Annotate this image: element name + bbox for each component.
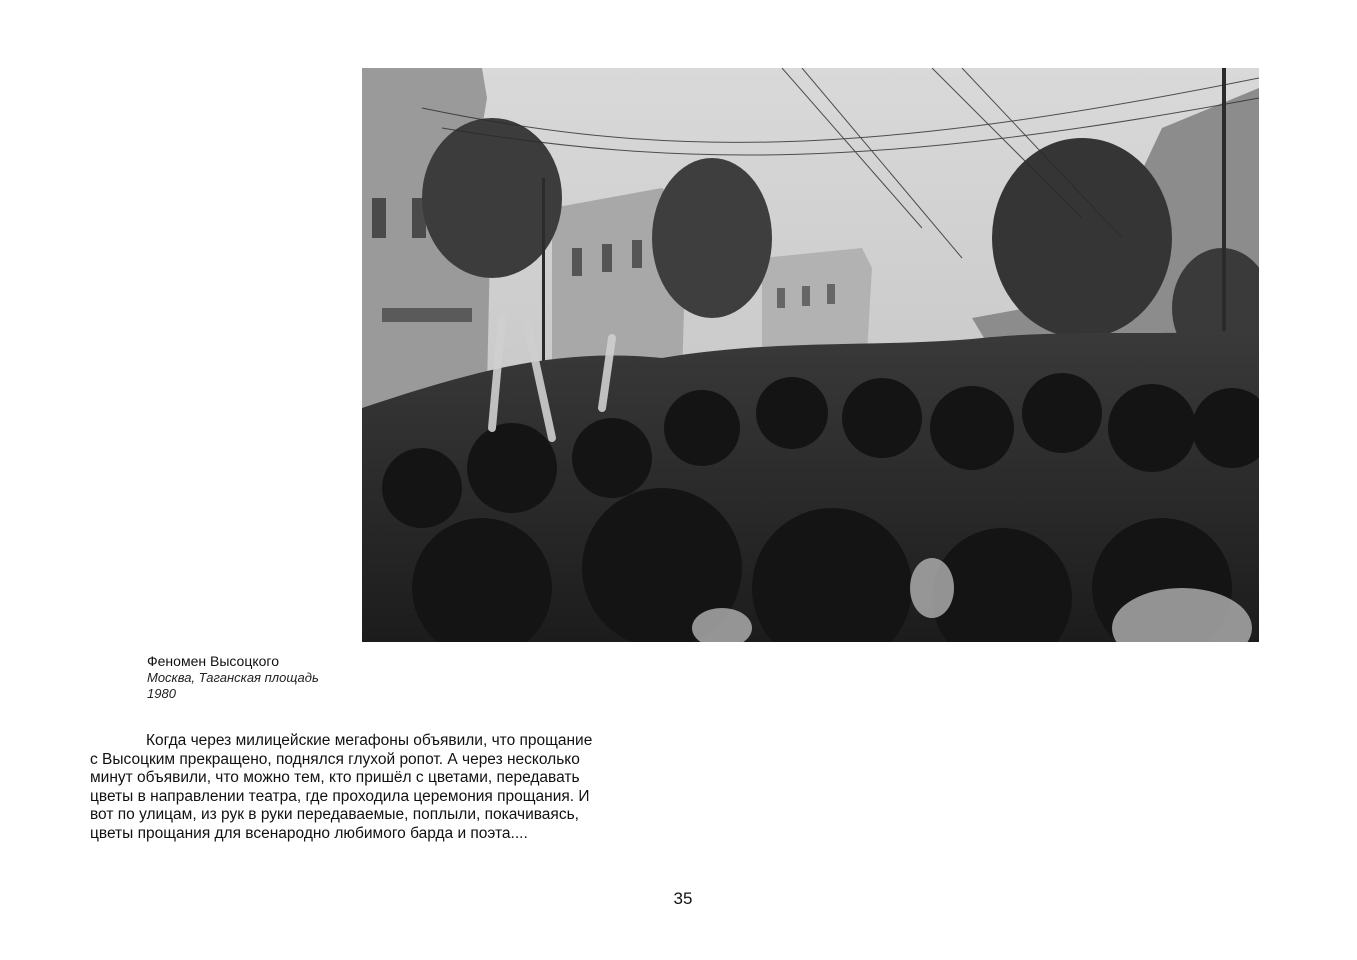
paragraph-line: минут объявили, что можно тем, кто пришёл с цветами, передавать <box>90 769 580 786</box>
crowd-photo-illustration <box>362 68 1259 642</box>
photo-caption <box>147 653 407 702</box>
caption-place: Москва, Таганская площадь <box>147 670 319 685</box>
page-number: 35 <box>673 889 693 908</box>
caption-year: 1980 <box>147 686 176 701</box>
body-paragraph <box>90 732 675 843</box>
paragraph-line: цветы в направлении театра, где проходила церемония прощания. И <box>90 787 590 805</box>
caption-title: Феномен Высоцкого <box>147 653 279 669</box>
crowd-photo <box>362 68 1259 642</box>
paragraph-line: с Высоцким прекращено, поднялся глухой ропот. А через несколько <box>90 750 580 768</box>
paragraph-line: Когда через милицейские мегафоны объявили, что прощание <box>146 732 593 749</box>
paragraph-line: цветы прощания для всенародно любимого барда и поэта.... <box>90 824 528 842</box>
paragraph-line: вот по улицам, из рук в руки передаваемые, поплыли, покачиваясь, <box>90 806 579 823</box>
